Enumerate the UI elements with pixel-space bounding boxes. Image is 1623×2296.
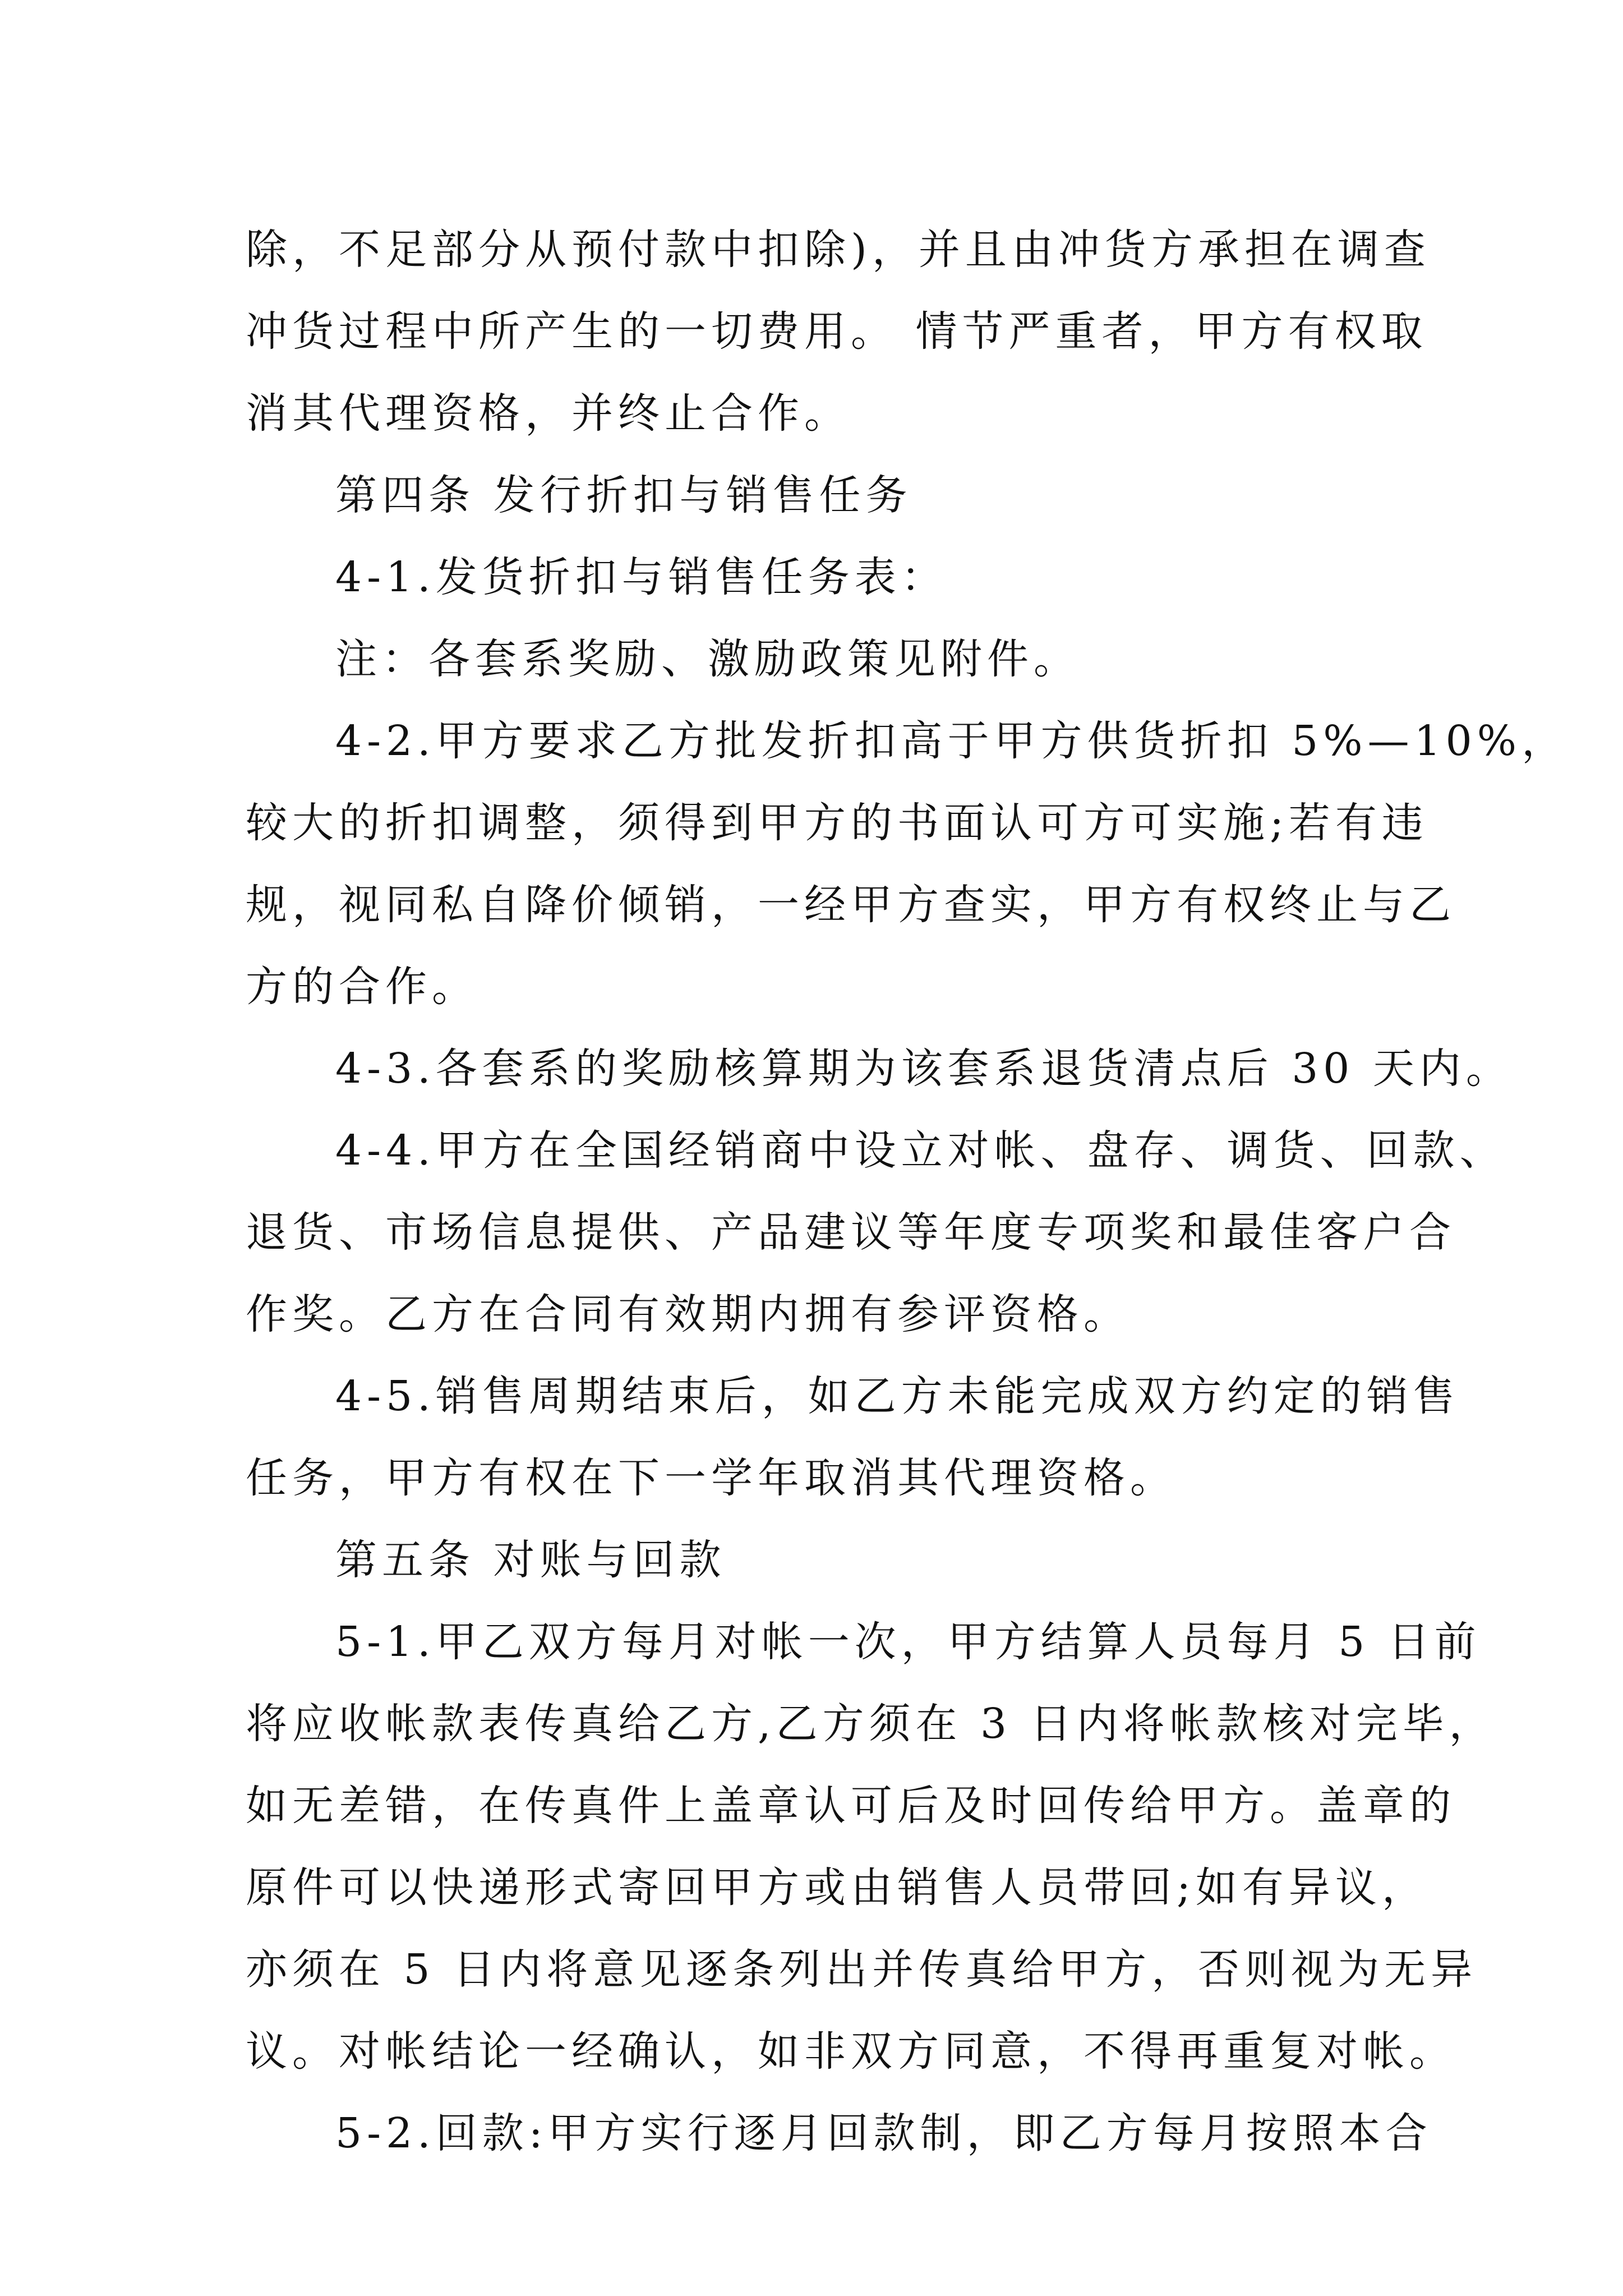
section-heading-article-4: 第四条 发行折扣与销售任务: [335, 471, 912, 519]
clause-4-5: 4-5.销售周期结束后，如乙方未能完成双方约定的销售: [335, 1372, 1460, 1420]
body-line: 方的合作。: [246, 963, 478, 1011]
body-line: 退货、市场信息提供、产品建议等年度专项奖和最佳客户合: [246, 1208, 1456, 1257]
clause-4-3: 4-3.各套系的奖励核算期为该套系退货清点后 30 天内。: [335, 1045, 1513, 1093]
body-line: 任务，甲方有权在下一学年取消其代理资格。: [246, 1454, 1177, 1502]
clause-4-2: 4-2.甲方要求乙方批发折扣高于甲方供货折扣 5%—10%，: [335, 717, 1569, 765]
clause-5-2: 5-2.回款:甲方实行逐月回款制，即乙方每月按照本合: [335, 2109, 1432, 2157]
document-body: [246, 209, 1569, 2174]
section-heading-article-5: 第五条 对账与回款: [335, 1536, 726, 1584]
body-line: 议。对帐结论一经确认，如非双方同意，不得再重复对帐。: [246, 2027, 1456, 2076]
body-line: 亦须在 5 日内将意见逐条列出并传真给甲方，否则视为无异: [246, 1945, 1478, 1994]
body-line: 将应收帐款表传真给乙方,乙方须在 3 日内将帐款核对完毕，: [246, 1700, 1496, 1748]
body-line: 除，不足部分从预付款中扣除)，并且由冲货方承担在调查: [246, 226, 1431, 274]
body-line: 原件可以快递形式寄回甲方或由销售人员带回;如有异议，: [246, 1864, 1428, 1912]
note-line: 注：各套系奖励、激励政策见附件。: [335, 635, 1080, 683]
body-line: 作奖。乙方在合同有效期内拥有参评资格。: [246, 1290, 1130, 1338]
body-line: 如无差错，在传真件上盖章认可后及时回传给甲方。盖章的: [246, 1782, 1456, 1830]
body-line: 消其代理资格，并终止合作。: [246, 389, 851, 438]
body-line: 规，视同私自降价倾销，一经甲方查实，甲方有权终止与乙: [246, 881, 1456, 929]
body-line: 较大的折扣调整，须得到甲方的书面认可方可实施;若有违: [246, 799, 1428, 847]
clause-4-1: 4-1.发货折扣与销售任务表：: [335, 553, 948, 601]
clause-4-4: 4-4.甲方在全国经销商中设立对帐、盘存、调货、回款、: [335, 1126, 1506, 1175]
body-line: 冲货过程中所产生的一切费用。 情节严重者，甲方有权取: [246, 307, 1428, 356]
clause-5-1: 5-1.甲乙双方每月对帐一次，甲方结算人员每月 5 日前: [335, 1618, 1481, 1666]
